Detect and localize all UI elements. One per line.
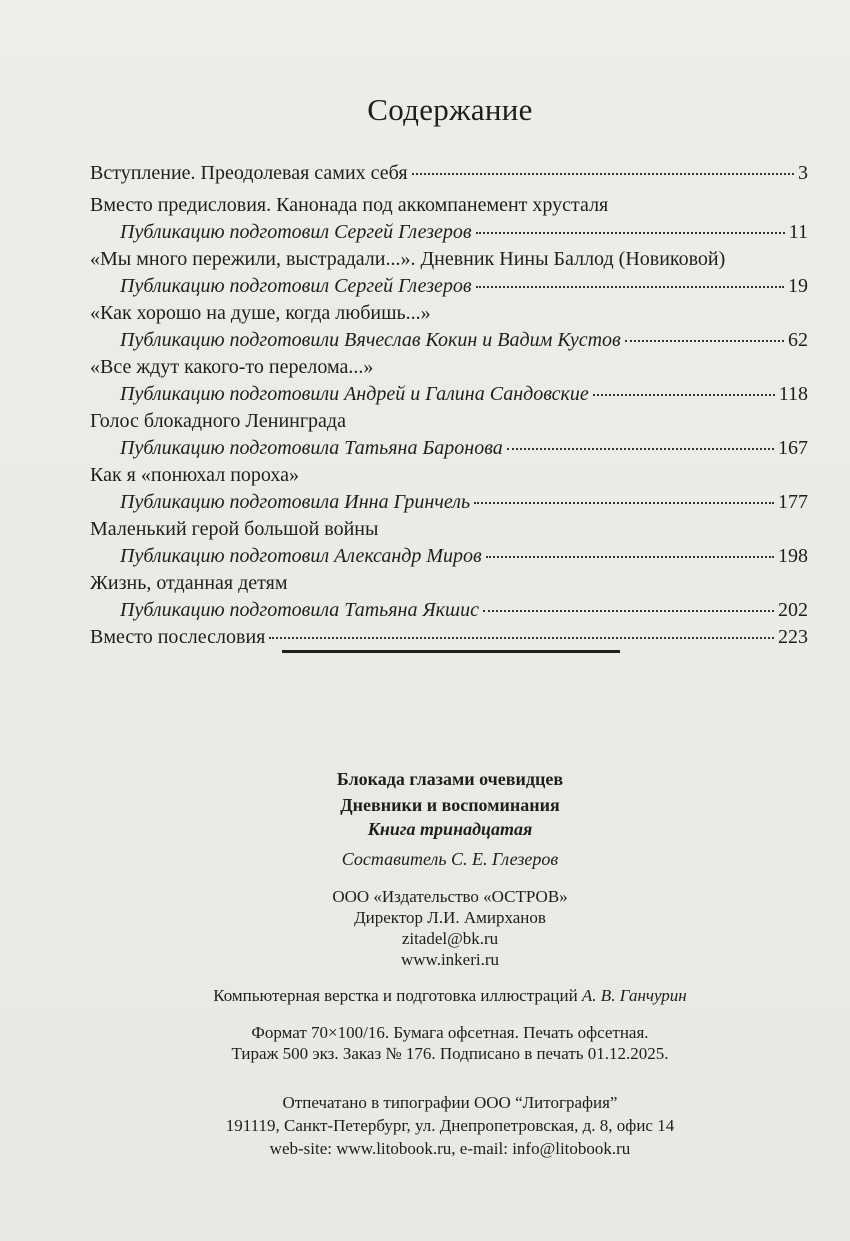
toc-leader-dots — [476, 282, 784, 288]
print-format: Формат 70×100/16. Бумага офсетная. Печать офсетная. — [251, 1023, 649, 1042]
toc-leader-dots — [507, 444, 774, 450]
toc-leader-dots — [625, 336, 784, 342]
printing-house: Отпечатано в типографии ООО “Литография” — [282, 1093, 618, 1112]
toc-entry — [90, 408, 808, 462]
toc-entry-credit: Публикацию подготовила Инна Гринчель — [120, 491, 471, 513]
toc-entry-credit: Публикацию подготовил Сергей Глезеров — [120, 275, 472, 297]
toc-entry — [90, 516, 808, 570]
toc-entry-page: 198 — [778, 545, 808, 567]
layout-credit-label: Компьютерная верстка и подготовка иллюстраций — [213, 986, 578, 1005]
toc-entry — [90, 570, 808, 624]
toc-entry-page: 3 — [798, 162, 808, 184]
toc-entry-page: 177 — [778, 491, 808, 513]
table-of-contents — [90, 160, 808, 654]
book-subtitle: Дневники и воспоминания — [340, 795, 560, 815]
publisher-website: www.inkeri.ru — [400, 950, 500, 969]
toc-entry-title: Жизнь, отданная детям — [90, 572, 288, 594]
section-divider — [282, 650, 620, 653]
toc-entry-page: 62 — [788, 329, 808, 351]
book-title: Блокада глазами очевидцев — [336, 769, 564, 789]
toc-entry-page: 11 — [788, 221, 808, 243]
toc-leader-dots — [483, 606, 774, 612]
toc-entry-page: 223 — [778, 626, 808, 648]
toc-leader-dots — [593, 390, 775, 396]
toc-entry — [90, 160, 808, 192]
toc-entry-title: Вступление. Преодолевая самих себя — [90, 162, 408, 184]
book-volume: Книга тринадцатая — [367, 819, 533, 839]
toc-entry — [90, 192, 808, 246]
toc-entry-credit: Публикацию подготовила Татьяна Якшис — [120, 599, 479, 621]
toc-entry — [90, 246, 808, 300]
toc-entry-credit: Публикацию подготовил Сергей Глезеров — [120, 221, 472, 243]
toc-leader-dots — [269, 633, 774, 639]
toc-entry — [90, 300, 808, 354]
toc-leader-dots — [474, 498, 774, 504]
toc-entry-credit: Публикацию подготовила Татьяна Баронова — [120, 437, 503, 459]
toc-entry-page: 118 — [778, 383, 808, 405]
toc-entry-title: Вместо послесловия — [90, 626, 266, 648]
layout-credit-name: А. В. Ганчурин — [581, 986, 687, 1005]
toc-entry-page: 202 — [778, 599, 808, 621]
publisher-email: zitadel@bk.ru — [401, 929, 499, 948]
toc-entry-title: «Как хорошо на душе, когда любишь...» — [90, 302, 431, 324]
printing-contacts: web-site: www.litobook.ru, e-mail: info@litobook.ru — [269, 1139, 631, 1158]
toc-leader-dots — [476, 228, 785, 234]
print-run: Тираж 500 экз. Заказ № 176. Подписано в печать 01.12.2025. — [231, 1044, 669, 1063]
printing-address: 191119, Санкт-Петербург, ул. Днепропетровская, д. 8, офис 14 — [225, 1116, 675, 1135]
compiler: Составитель С. Е. Глезеров — [341, 849, 559, 869]
toc-entry — [90, 462, 808, 516]
toc-entry-credit: Публикацию подготовили Вячеслав Кокин и Вадим Кустов — [120, 329, 621, 351]
toc-leader-dots — [486, 552, 774, 558]
toc-entry-title: Голос блокадного Ленинграда — [90, 410, 346, 432]
director: Директор Л.И. Амирханов — [354, 908, 546, 927]
toc-title: Содержание — [367, 92, 533, 127]
toc-entry-credit: Публикацию подготовил Александр Миров — [120, 545, 482, 567]
toc-entry-page: 19 — [788, 275, 808, 297]
toc-entry-title: Как я «понюхал пороха» — [90, 464, 300, 486]
toc-entry-title: Вместо предисловия. Канонада под аккомпанемент хрусталя — [90, 194, 609, 216]
toc-leader-dots — [412, 169, 794, 175]
layout-credit — [0, 985, 850, 1007]
toc-entry-title: «Все ждут какого-то перелома...» — [90, 356, 374, 378]
publisher: ООО «Издательство «ОСТРОВ» — [332, 887, 568, 906]
toc-entry — [90, 354, 808, 408]
toc-entry-credit: Публикацию подготовили Андрей и Галина Сандовские — [120, 383, 589, 405]
toc-entry-page: 167 — [778, 437, 808, 459]
toc-entry-title: «Мы много пережили, выстрадали...». Дневник Нины Баллод (Новиковой) — [90, 248, 726, 270]
toc-entry-title: Маленький герой большой войны — [90, 518, 379, 540]
